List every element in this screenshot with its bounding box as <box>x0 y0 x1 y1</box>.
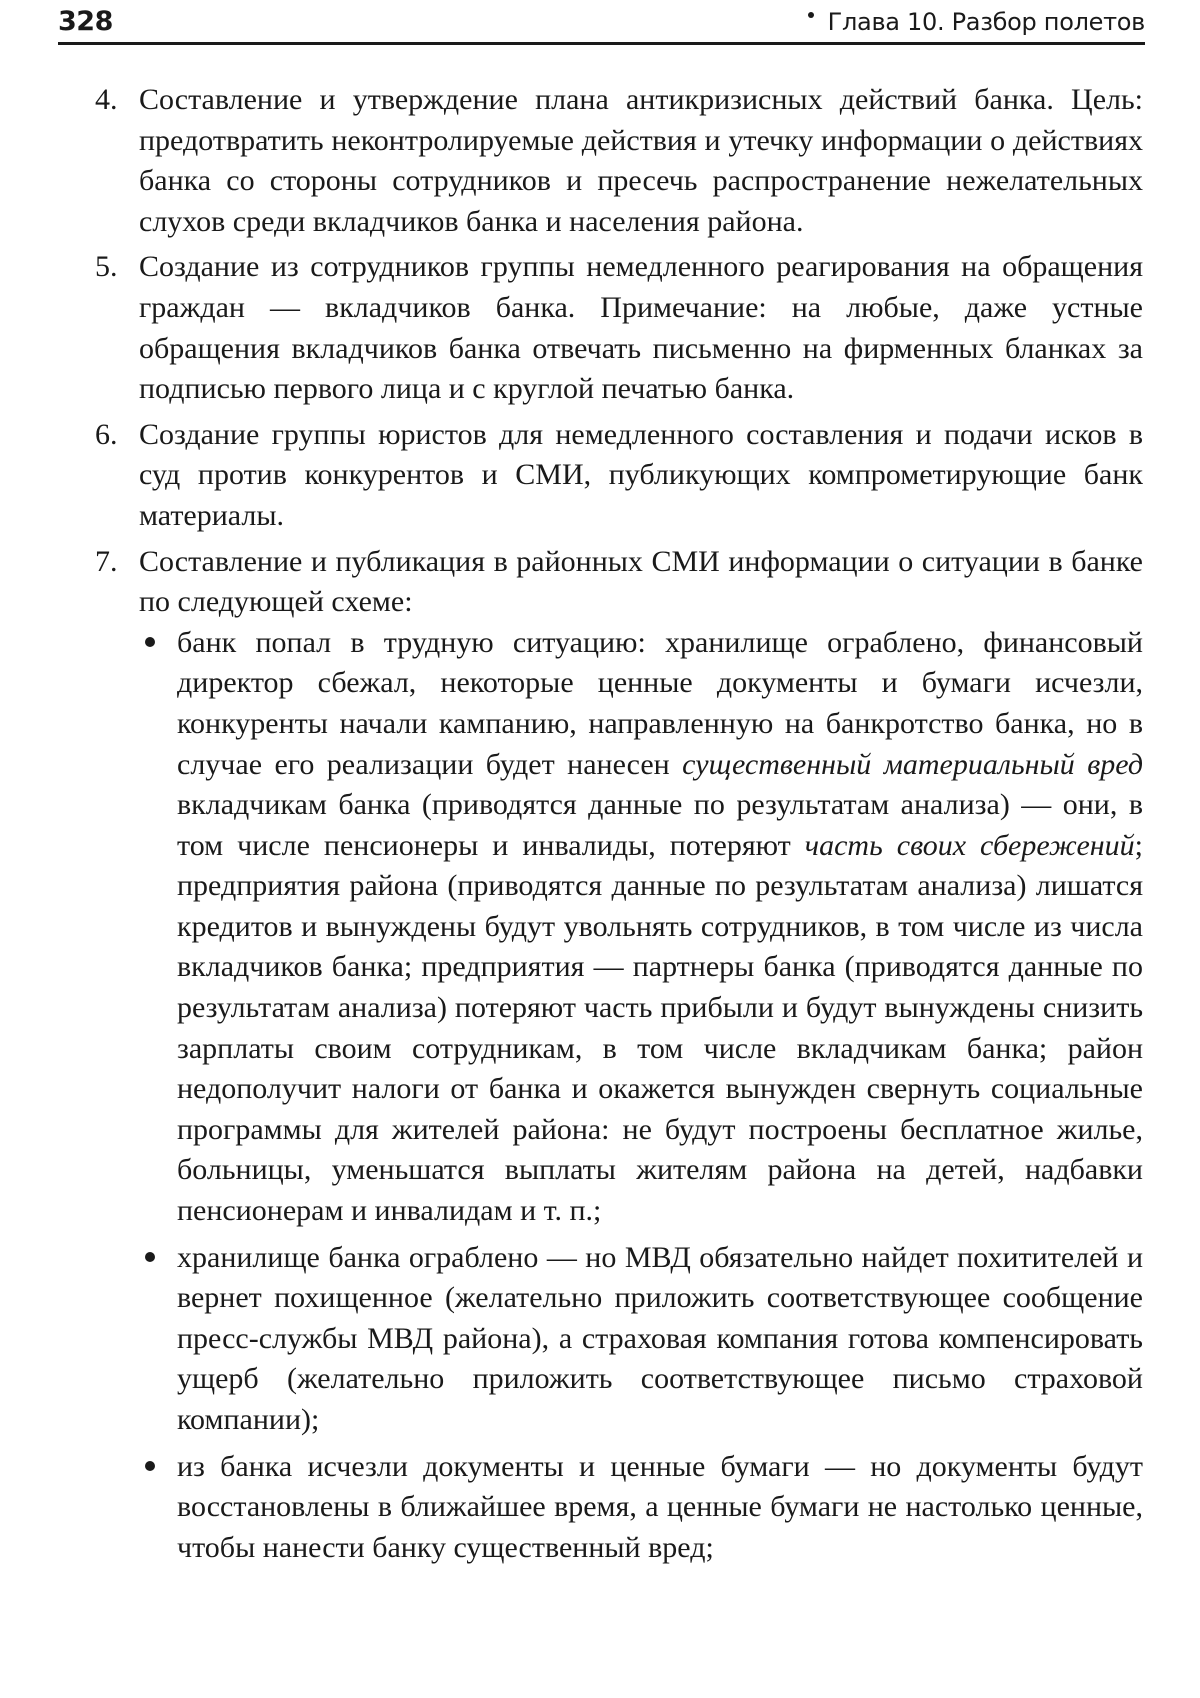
bullet-italic-text: часть своих сбережений <box>804 828 1135 862</box>
item-number: 7. <box>95 544 118 578</box>
page-body <box>95 80 1143 1574</box>
bullet-icon <box>145 1461 155 1471</box>
page-header <box>58 4 1145 45</box>
list-item <box>95 80 1143 242</box>
item-text: Составление и публикация в районных СМИ информации о ситуации в банке по следующей схеме: <box>139 544 1143 619</box>
bullet-dot-icon <box>808 12 814 18</box>
bullet-icon <box>145 1252 155 1262</box>
bullet-text-part: ; предприятия района (приводятся данные по результатам анализа) лишатся кредитов и вынуждены будут увольнять сотрудников, в том числе из числа вкладчиков банка; предприятия — партнеры банка (приводятся данные по результатам анализа) потеряют часть прибыли и будут вынуждены снизить зарплаты своим сотрудникам, в том числе вкладчикам банка; район недополучит налоги от банка и окажется вынужден свернуть социальные программы для жителей района: не будут построены бесплатное жилье, больницы, уменьшатся выплаты жителям района на детей, надбавки пенсионерам и инвалидам и т. п.; <box>177 828 1143 1228</box>
bullet-item <box>139 1447 1143 1569</box>
bullet-list <box>139 623 1143 1569</box>
item-number: 5. <box>95 250 118 284</box>
item-number: 6. <box>95 417 118 451</box>
item-number: 4. <box>95 83 118 116</box>
running-title <box>808 8 1145 36</box>
bullet-text-part: вкладчикам банка (приводятся данные по результатам анализа) — они, в том числе пенсионеры и инвалиды, потеряют <box>177 788 1143 862</box>
item-text: Создание из сотрудников группы немедленного реагирования на обращения граждан — вкладчиков банка. Примечание: на любые, даже устные обращения вкладчиков банка отвечать письменно на фирменных бланках за подписью первого лица и с круглой печатью банка. <box>139 250 1143 406</box>
numbered-list <box>95 80 1143 1568</box>
list-item <box>95 542 1143 1569</box>
list-item <box>95 415 1143 537</box>
page-number: 328 <box>58 6 113 37</box>
bullet-text: из банка исчезли документы и ценные бумаги — но документы будут восстановлены в ближайшее время, а ценные бумаги не настолько ценные, чтобы нанести банку существенный вред; <box>177 1449 1143 1564</box>
item-text: Создание группы юристов для немедленного составления и подачи исков в суд против конкурентов и СМИ, публикующих компрометирующие банк материалы. <box>139 417 1143 532</box>
bullet-icon <box>145 637 155 647</box>
bullet-item <box>139 623 1143 1232</box>
bullet-italic-text: существенный материальный вред <box>682 747 1143 781</box>
running-title-text: Глава 10. Разбор полетов <box>827 8 1145 36</box>
bullet-item <box>139 1238 1143 1441</box>
bullet-text: хранилище банка ограблено — но МВД обязательно найдет похитителей и вернет похищенное (желательно приложить соответствующее сообщение пресс-службы МВД района), а страховая компания готова компенсировать ущерб (желательно приложить соответствующее письмо страховой компании); <box>177 1240 1143 1436</box>
item-text: Составление и утверждение плана антикризисных действий банка. Цель: предотвратить неконтролируемые действия и утечку информации о действиях банка со стороны сотрудников и пресечь распространение нежелательных слухов среди вкладчиков банка и населения района. <box>139 83 1143 238</box>
bullet-text-part: банк попал в трудную ситуацию: хранилище ограблено, финансовый директор сбежал, некоторые ценные документы и бумаги исчезли, конкуренты начали кампанию, направленную на банкротство банка, но в случае его реализации будет нанесен <box>177 625 1143 781</box>
list-item <box>95 247 1143 409</box>
